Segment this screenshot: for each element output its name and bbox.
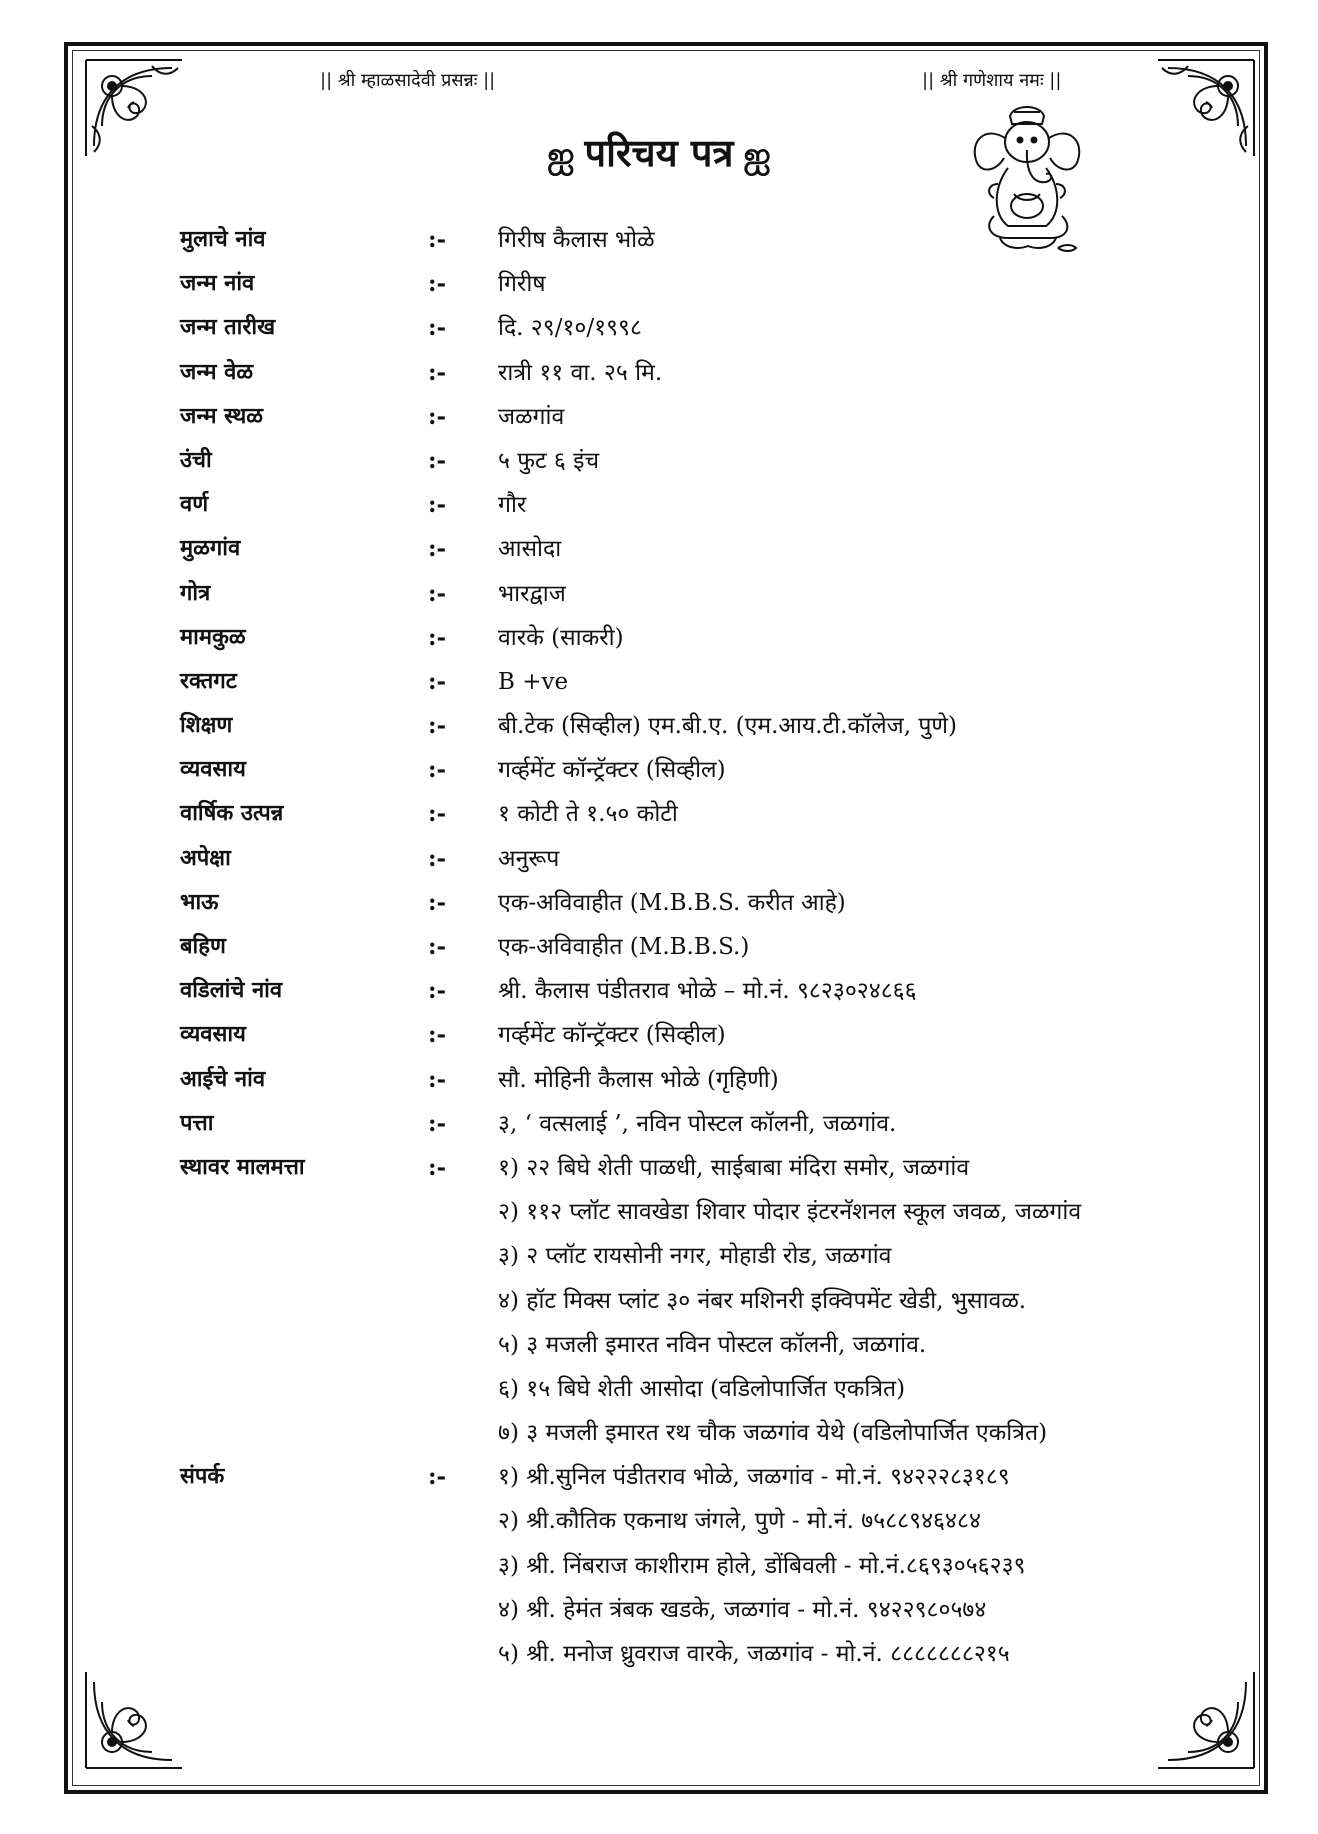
- detail-separator: :-: [428, 756, 447, 784]
- detail-separator: :-: [428, 491, 447, 519]
- detail-row-maternal-family: [180, 616, 1240, 660]
- property-item: २) ११२ प्लॉट सावखेडा शिवार पोदार इंटरनॅशनल स्कूल जवळ, जळगांव: [498, 1199, 1082, 1226]
- detail-row-blood-group: [180, 660, 1240, 704]
- detail-value: एक-अविवाहीत (M.B.B.S.): [498, 934, 750, 960]
- detail-value: जळगांव: [498, 403, 565, 430]
- detail-value: बी.टेक (सिव्हील) एम.बी.ए. (एम.आय.टी.कॉलेज, पुणे): [498, 713, 958, 740]
- detail-row-brother: [180, 881, 1240, 925]
- property-row: [180, 1323, 1240, 1367]
- detail-value: वारके (साकरी): [498, 624, 624, 651]
- detail-label: वर्ण: [180, 492, 209, 518]
- detail-row-name: [180, 218, 1240, 262]
- blessing-right: || श्री गणेशाय नमः ||: [922, 70, 1062, 91]
- detail-value: गर्व्हमेंट कॉन्ट्रॅक्टर (सिव्हील): [498, 757, 726, 784]
- detail-separator: :-: [428, 1463, 447, 1491]
- contact-item: १) श्री.सुनिल पंडीतराव भोळे, जळगांव - मो.नं. ९४२२२८३१८९: [498, 1464, 1010, 1491]
- detail-value: ३, ‘ वत्सलाई ’, नविन पोस्टल कॉलनी, जळगांव.: [498, 1110, 897, 1137]
- contact-row: [180, 1499, 1240, 1543]
- contact-item: ३) श्री. निंबराज काशीराम होले, डोंबिवली - मो.नं.८६९३०५६२३९: [498, 1552, 1026, 1579]
- detail-label: बहिण: [180, 934, 226, 959]
- contact-label: संपर्क: [180, 1464, 225, 1490]
- detail-label: जन्म वेळ: [180, 359, 254, 385]
- detail-label: व्यवसाय: [180, 1022, 246, 1048]
- detail-label: रक्तगट: [180, 668, 237, 694]
- blessing-left: || श्री म्हाळसादेवी प्रसन्नः ||: [320, 70, 496, 91]
- detail-separator: :-: [428, 535, 447, 563]
- detail-row-birth-time: [180, 351, 1240, 395]
- detail-value: गिरीष कैलास भोळे: [498, 227, 655, 253]
- detail-value: एक-अविवाहीत (M.B.B.S. करीत आहे): [498, 889, 846, 916]
- detail-separator: :-: [428, 623, 447, 651]
- detail-row-birth-place: [180, 395, 1240, 439]
- detail-row-birth-name: [180, 262, 1240, 306]
- detail-label: उंची: [180, 447, 212, 473]
- detail-row-mother-name: [180, 1058, 1240, 1102]
- detail-row-father-name: [180, 969, 1240, 1013]
- detail-label: व्यवसाय: [180, 757, 246, 783]
- detail-label: शिक्षण: [180, 713, 233, 739]
- detail-label: पत्ता: [180, 1110, 214, 1136]
- detail-label: जन्म नांव: [180, 271, 255, 297]
- detail-row-education: [180, 704, 1240, 748]
- detail-row-father-occupation: [180, 1013, 1240, 1057]
- detail-value: १ कोटी ते १.५० कोटी: [498, 801, 678, 828]
- detail-label: मुलाचे नांव: [180, 227, 266, 252]
- detail-label: वडिलांचे नांव: [180, 978, 283, 1004]
- property-row: [180, 1411, 1240, 1455]
- detail-value: भारद्वाज: [498, 580, 566, 607]
- detail-separator: :-: [428, 844, 447, 872]
- biodata-details: [180, 218, 1240, 1676]
- detail-row-sister: [180, 925, 1240, 969]
- detail-separator: :-: [428, 226, 447, 253]
- contact-item: ५) श्री. मनोज ध्रुवराज वारके, जळगांव - मो.नं. ८८८८८८८२१५: [498, 1641, 1010, 1667]
- detail-separator: :-: [428, 888, 447, 916]
- detail-row-annual-income: [180, 792, 1240, 836]
- detail-row-native-place: [180, 527, 1240, 571]
- detail-separator: :-: [428, 446, 447, 474]
- contact-row: [180, 1588, 1240, 1632]
- property-item: ५) ३ मजली इमारत नविन पोस्टल कॉलनी, जळगांव.: [498, 1331, 927, 1358]
- detail-separator: :-: [428, 1153, 447, 1181]
- detail-row-gotra: [180, 572, 1240, 616]
- detail-separator: :-: [428, 712, 447, 740]
- detail-label: मामकुळ: [180, 624, 246, 650]
- property-item: १) २२ बिघे शेती पाळधी, साईबाबा मंदिरा समोर, जळगांव: [498, 1154, 970, 1181]
- detail-label: आईचे नांव: [180, 1066, 266, 1092]
- detail-value: B +ve: [498, 668, 569, 695]
- contact-row: [180, 1632, 1240, 1676]
- title-text: परिचय पत्र: [584, 130, 734, 175]
- detail-label: अपेक्षा: [180, 845, 231, 871]
- property-row: [180, 1234, 1240, 1278]
- detail-row-occupation: [180, 748, 1240, 792]
- detail-row-height: [180, 439, 1240, 483]
- corner-ornament-bottom-left: [82, 1662, 192, 1772]
- detail-row-address: [180, 1102, 1240, 1146]
- detail-separator: :-: [428, 358, 447, 386]
- detail-label: जन्म तारीख: [180, 315, 276, 341]
- detail-row-complexion: [180, 483, 1240, 527]
- detail-value: दि. २९/१०/१९९८: [498, 315, 642, 342]
- detail-label: भाऊ: [180, 889, 219, 915]
- property-row: [180, 1367, 1240, 1411]
- detail-value: गिरीष: [498, 271, 546, 298]
- detail-value: रात्री ११ वा. २५ मि.: [498, 359, 663, 386]
- property-item: ३) २ प्लॉट रायसोनी नगर, मोहाडी रोड, जळगांव: [498, 1243, 892, 1270]
- detail-value: आसोदा: [498, 536, 562, 563]
- contact-row: [180, 1544, 1240, 1588]
- property-item: ६) १५ बिघे शेती आसोदा (वडिलोपार्जित एकत्रित): [498, 1375, 906, 1402]
- title-ornament-left: ஐ: [547, 135, 575, 175]
- detail-row-expectation: [180, 837, 1240, 881]
- detail-separator: :-: [428, 579, 447, 607]
- contact-item: ४) श्री. हेमंत त्रंबक खडके, जळगांव - मो.नं. ९४२२९८०५७४: [498, 1596, 987, 1623]
- title-ornament-right: ஐ: [743, 135, 771, 175]
- detail-separator: :-: [428, 402, 447, 430]
- corner-ornament-bottom-right: [1148, 1662, 1258, 1772]
- property-row: [180, 1279, 1240, 1323]
- detail-separator: :-: [428, 667, 447, 695]
- detail-value: गौर: [498, 492, 527, 519]
- detail-separator: :-: [428, 1065, 447, 1093]
- detail-separator: :-: [428, 800, 447, 828]
- property-row: [180, 1146, 1240, 1190]
- detail-separator: :-: [428, 1109, 447, 1137]
- property-item: ७) ३ मजली इमारत रथ चौक जळगांव येथे (वडिलोपार्जित एकत्रित): [498, 1420, 1048, 1447]
- property-label: स्थावर मालमत्ता: [180, 1154, 305, 1180]
- detail-label: जन्म स्थळ: [180, 403, 264, 429]
- detail-separator: :-: [428, 1021, 447, 1049]
- detail-separator: :-: [428, 270, 447, 298]
- detail-value: ५ फुट ६ इंच: [498, 447, 600, 474]
- page-title: [0, 126, 1318, 179]
- property-row: [180, 1190, 1240, 1234]
- detail-value: अनुरूप: [498, 845, 560, 872]
- detail-label: वार्षिक उत्पन्न: [180, 801, 284, 827]
- property-item: ४) हॉट मिक्स प्लांट ३० नंबर मशिनरी इक्विपमेंट खेडी, भुसावळ.: [498, 1287, 1027, 1314]
- detail-value: सौ. मोहिनी कैलास भोळे (गृहिणी): [498, 1066, 779, 1093]
- detail-separator: :-: [428, 977, 447, 1005]
- detail-separator: :-: [428, 933, 447, 960]
- detail-value: गर्व्हमेंट कॉन्ट्रॅक्टर (सिव्हील): [498, 1022, 726, 1049]
- contact-item: २) श्री.कौतिक एकनाथ जंगले, पुणे - मो.नं. ७५८८९४६४८४: [498, 1508, 981, 1535]
- detail-label: मुळगांव: [180, 536, 241, 562]
- detail-row-birth-date: [180, 306, 1240, 350]
- detail-separator: :-: [428, 314, 447, 342]
- detail-value: श्री. कैलास पंडीतराव भोळे – मो.नं. ९८२३०२४८६६: [498, 978, 917, 1005]
- contact-row: [180, 1455, 1240, 1499]
- detail-label: गोत्र: [180, 580, 211, 606]
